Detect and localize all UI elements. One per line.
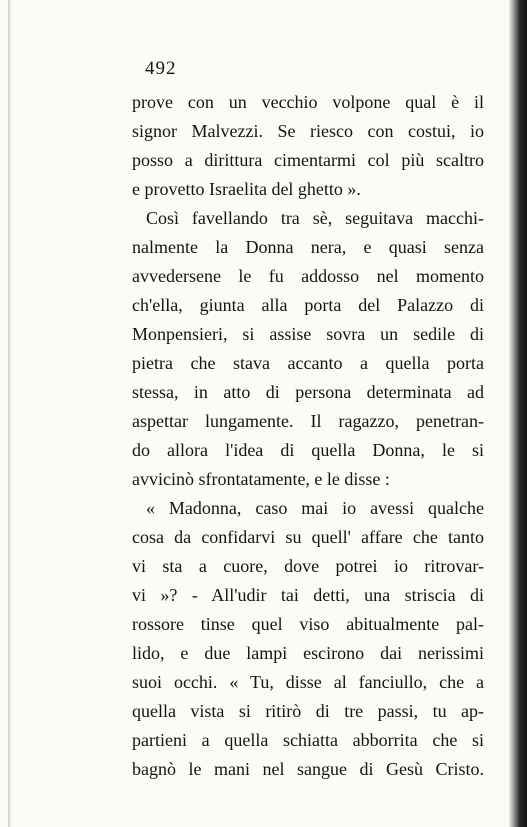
text-line: e provetto Israelita del ghetto ». <box>132 179 361 199</box>
page-number: 492 <box>145 58 177 79</box>
text-line: suoi occhi. « Tu, disse al fanciullo, che a <box>132 672 484 692</box>
text-line: quella vista si ritirò di tre passi, tu ap- <box>132 701 484 721</box>
text-line: posso a dirittura cimentarmi col più scaltro <box>132 150 484 170</box>
text-line: aspettar lungamente. Il ragazzo, penetran- <box>132 411 484 431</box>
text-line: avvicinò sfrontatamente, e le disse : <box>132 469 390 489</box>
text-line: « Madonna, caso mai io avessi qualche <box>146 498 484 518</box>
text-line: lido, e due lampi escirono dai nerissimi <box>132 643 484 663</box>
text-line: nalmente la Donna nera, e quasi senza <box>132 237 484 257</box>
text-line: Monpensieri, si assise sovra un sedile di <box>132 324 484 344</box>
text-line: partieni a quella schiatta abborrita che si <box>132 730 484 750</box>
text-line: stessa, in atto di persona determinata ad <box>132 382 484 402</box>
text-line: pietra che stava accanto a quella porta <box>132 353 484 373</box>
text-line: prove con un vecchio volpone qual è il <box>132 92 484 112</box>
text-line: Così favellando tra sè, seguitava macchi- <box>146 208 484 228</box>
text-line: vi sta a cuore, dove potrei io ritrovar- <box>132 556 484 576</box>
text-line: avvedersene le fu addosso nel momento <box>132 266 484 286</box>
text-line: bagnò le mani nel sangue di Gesù Cristo. <box>132 759 484 779</box>
text-line: cosa da confidarvi su quell' affare che tanto <box>132 527 484 547</box>
body-text <box>132 88 484 784</box>
text-line: rossore tinse quel viso abitualmente pal- <box>132 614 484 634</box>
text-line: ch'ella, giunta alla porta del Palazzo di <box>132 295 484 315</box>
text-line: do allora l'idea di quella Donna, le si <box>132 440 484 460</box>
text-line: signor Malvezzi. Se riesco con costui, io <box>132 121 484 141</box>
text-line: vi »? - All'udir tai detti, una striscia di <box>132 585 484 605</box>
